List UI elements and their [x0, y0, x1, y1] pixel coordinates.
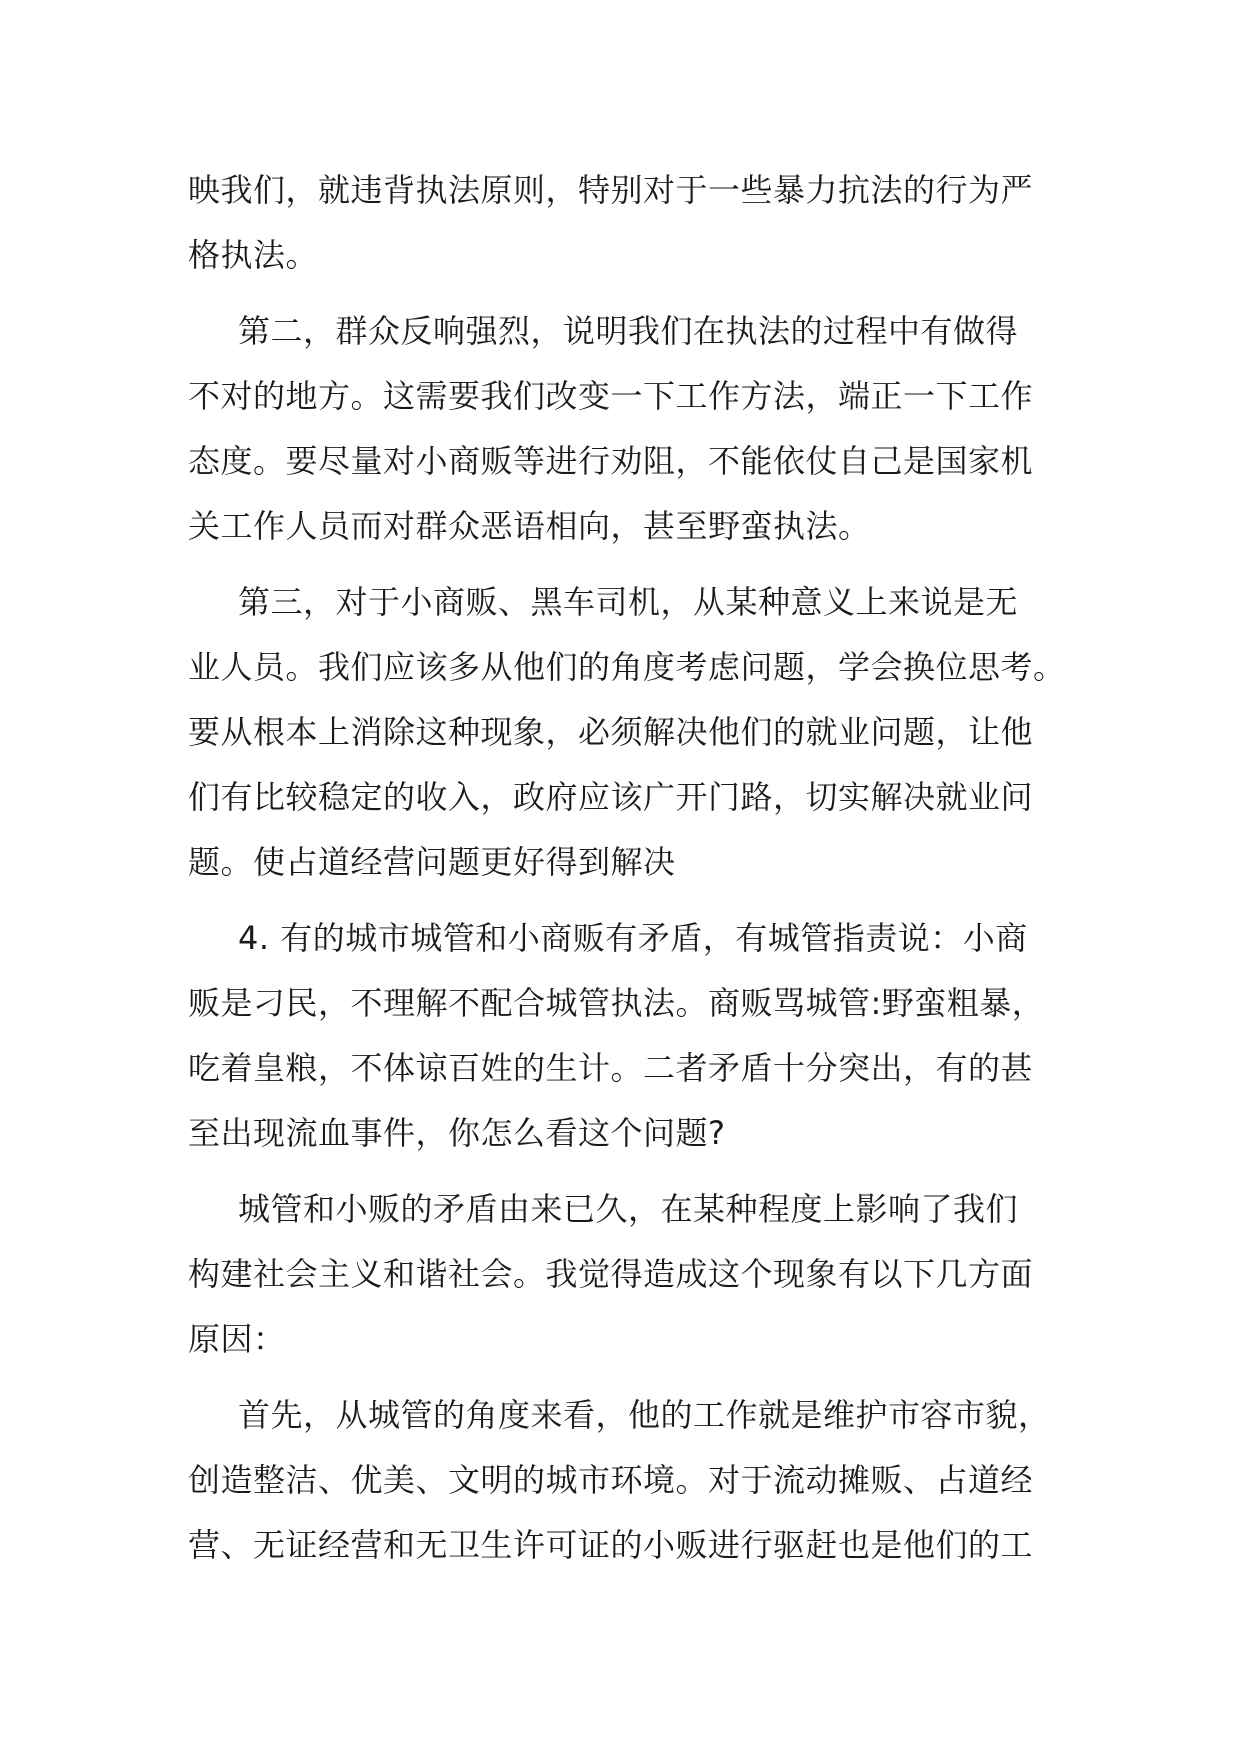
text-line: 原因： — [188, 1320, 286, 1358]
text-line: 映我们，就违背执法原则，特别对于一些暴力抗法的行为严 — [188, 171, 1034, 209]
text-line: 要从根本上消除这种现象，必须解决他们的就业问题，让他 — [188, 713, 1034, 751]
text-line: 第二，群众反响强烈，说明我们在执法的过程中有做得 — [238, 312, 1019, 350]
text-line: 们有比较稳定的收入，政府应该广开门路，切实解决就业问 — [188, 778, 1034, 816]
text-line: 营、无证经营和无卫生许可证的小贩进行驱赶也是他们的工 — [188, 1526, 1034, 1564]
text-line: 格执法。 — [188, 236, 319, 274]
text-line: 构建社会主义和谐社会。我觉得造成这个现象有以下几方面 — [188, 1255, 1034, 1293]
text-line: 关工作人员而对群众恶语相向，甚至野蛮执法。 — [188, 507, 871, 545]
text-line: 至出现流血事件，你怎么看这个问题? — [188, 1114, 726, 1152]
paragraph-third-point — [188, 570, 1066, 895]
text-line: 城管和小贩的矛盾由来已久，在某种程度上影响了我们 — [238, 1190, 1019, 1228]
paragraph-answer-intro — [188, 1177, 1054, 1372]
text-line: 不对的地方。这需要我们改变一下工作方法，端正一下工作 — [188, 377, 1034, 415]
text-line: 贩是刁民，不理解不配合城管执法。商贩骂城管:野蛮粗暴， — [188, 984, 1045, 1022]
text-line: 4. 有的城市城管和小商贩有矛盾，有城管指责说：小商 — [238, 919, 1028, 957]
paragraph-second-point — [188, 299, 1054, 559]
text-line: 首先，从城管的角度来看，他的工作就是维护市容市貌， — [238, 1396, 1051, 1434]
text-line: 业人员。我们应该多从他们的角度考虑问题，学会换位思考。 — [188, 648, 1066, 686]
paragraph-question-4 — [188, 906, 1054, 1166]
text-line: 吃着皇粮，不体谅百姓的生计。二者矛盾十分突出，有的甚 — [188, 1049, 1034, 1087]
text-line: 题。使占道经营问题更好得到解决 — [188, 843, 676, 881]
text-line: 第三，对于小商贩、黑车司机，从某种意义上来说是无 — [238, 583, 1019, 621]
text-line: 态度。要尽量对小商贩等进行劝阻，不能依仗自己是国家机 — [188, 442, 1034, 480]
text-line: 创造整洁、优美、文明的城市环境。对于流动摊贩、占道经 — [188, 1461, 1034, 1499]
document-body — [188, 158, 1066, 1589]
paragraph-first-reason — [188, 1383, 1054, 1578]
paragraph-continuation — [188, 158, 1054, 288]
